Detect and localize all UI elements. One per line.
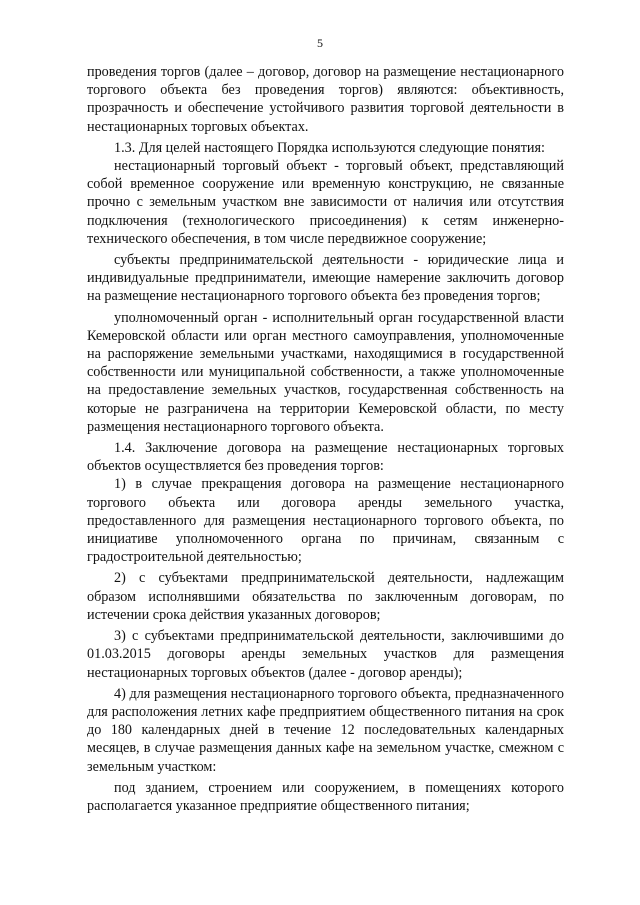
paragraph-item-4-sub: под зданием, строением или сооружением, в помещениях которого располагается указанное предприятие общественного питания; bbox=[87, 779, 564, 814]
paragraph-item-2: 2) с субъектами предпринимательской деятельности, надлежащим образом исполнявшими обязательства по заключенным договорам, по истечении срока действия указанных договоров; bbox=[87, 570, 564, 623]
paragraph-definition-nto: нестационарный торговый объект - торговый объект, представляющий собой временное сооружение или временную конструкцию, не связанные прочно с земельным участком вне зависимости от наличия или отсутствия подключения (технологического присоединения) к сетям инженерно-технического обеспечения, в том числе передвижное сооружение; bbox=[87, 158, 564, 247]
paragraph-1-3: 1.3. Для целей настоящего Порядка используются следующие понятия: bbox=[114, 139, 545, 156]
page-number: 5 bbox=[317, 36, 323, 50]
paragraph-definition-authority: уполномоченный орган - исполнительный орган государственной власти Кемеровской области или орган местного самоуправления, уполномоченные на распоряжение земельными участками, находящимися в государственной собственности или муниципальной собственности, а также уполномоченные на предоставление земельных участков, государственная собственность на которые не разграничена на территории Кемеровской области, по месту размещения нестационарного торгового объекта. bbox=[87, 309, 564, 435]
document-body bbox=[87, 63, 564, 815]
paragraph-item-4: 4) для размещения нестационарного торгового объекта, предназначенного для расположения летних кафе предприятием общественного питания на срок до 180 календарных дней в течение 12 последовательных календарных месяцев, в случае размещения данных кафе на земельном участке, смежном с земельным участком: bbox=[87, 685, 564, 775]
paragraph-intro-continuation: проведения торгов (далее – договор, договор на размещение нестационарного торгового объекта без проведения торгов) являются: объективность, прозрачность и обеспечение устойчивого развития торговой деятельности в нестационарных торговых объектах. bbox=[87, 64, 564, 135]
paragraph-definition-subjects: субъекты предпринимательской деятельности - юридические лица и индивидуальные предприниматели, имеющие намерение заключить договор на размещение нестационарного торгового объекта без проведения торгов; bbox=[87, 252, 564, 305]
paragraph-1-4: 1.4. Заключение договора на размещение нестационарных торговых объектов осуществляется без проведения торгов: bbox=[87, 440, 564, 475]
paragraph-item-1: 1) в случае прекращения договора на размещение нестационарного торгового объекта или договора аренды земельного участка, предоставленного для размещения нестационарного торгового объекта, по инициативе уполномоченного органа по причинам, связанным с градостроительной деятельностью; bbox=[87, 476, 564, 566]
paragraph-item-3: 3) с субъектами предпринимательской деятельности, заключившими до 01.03.2015 договоры аренды земельных участков для размещения нестационарных торговых объектов (далее - договор аренды); bbox=[87, 628, 564, 681]
